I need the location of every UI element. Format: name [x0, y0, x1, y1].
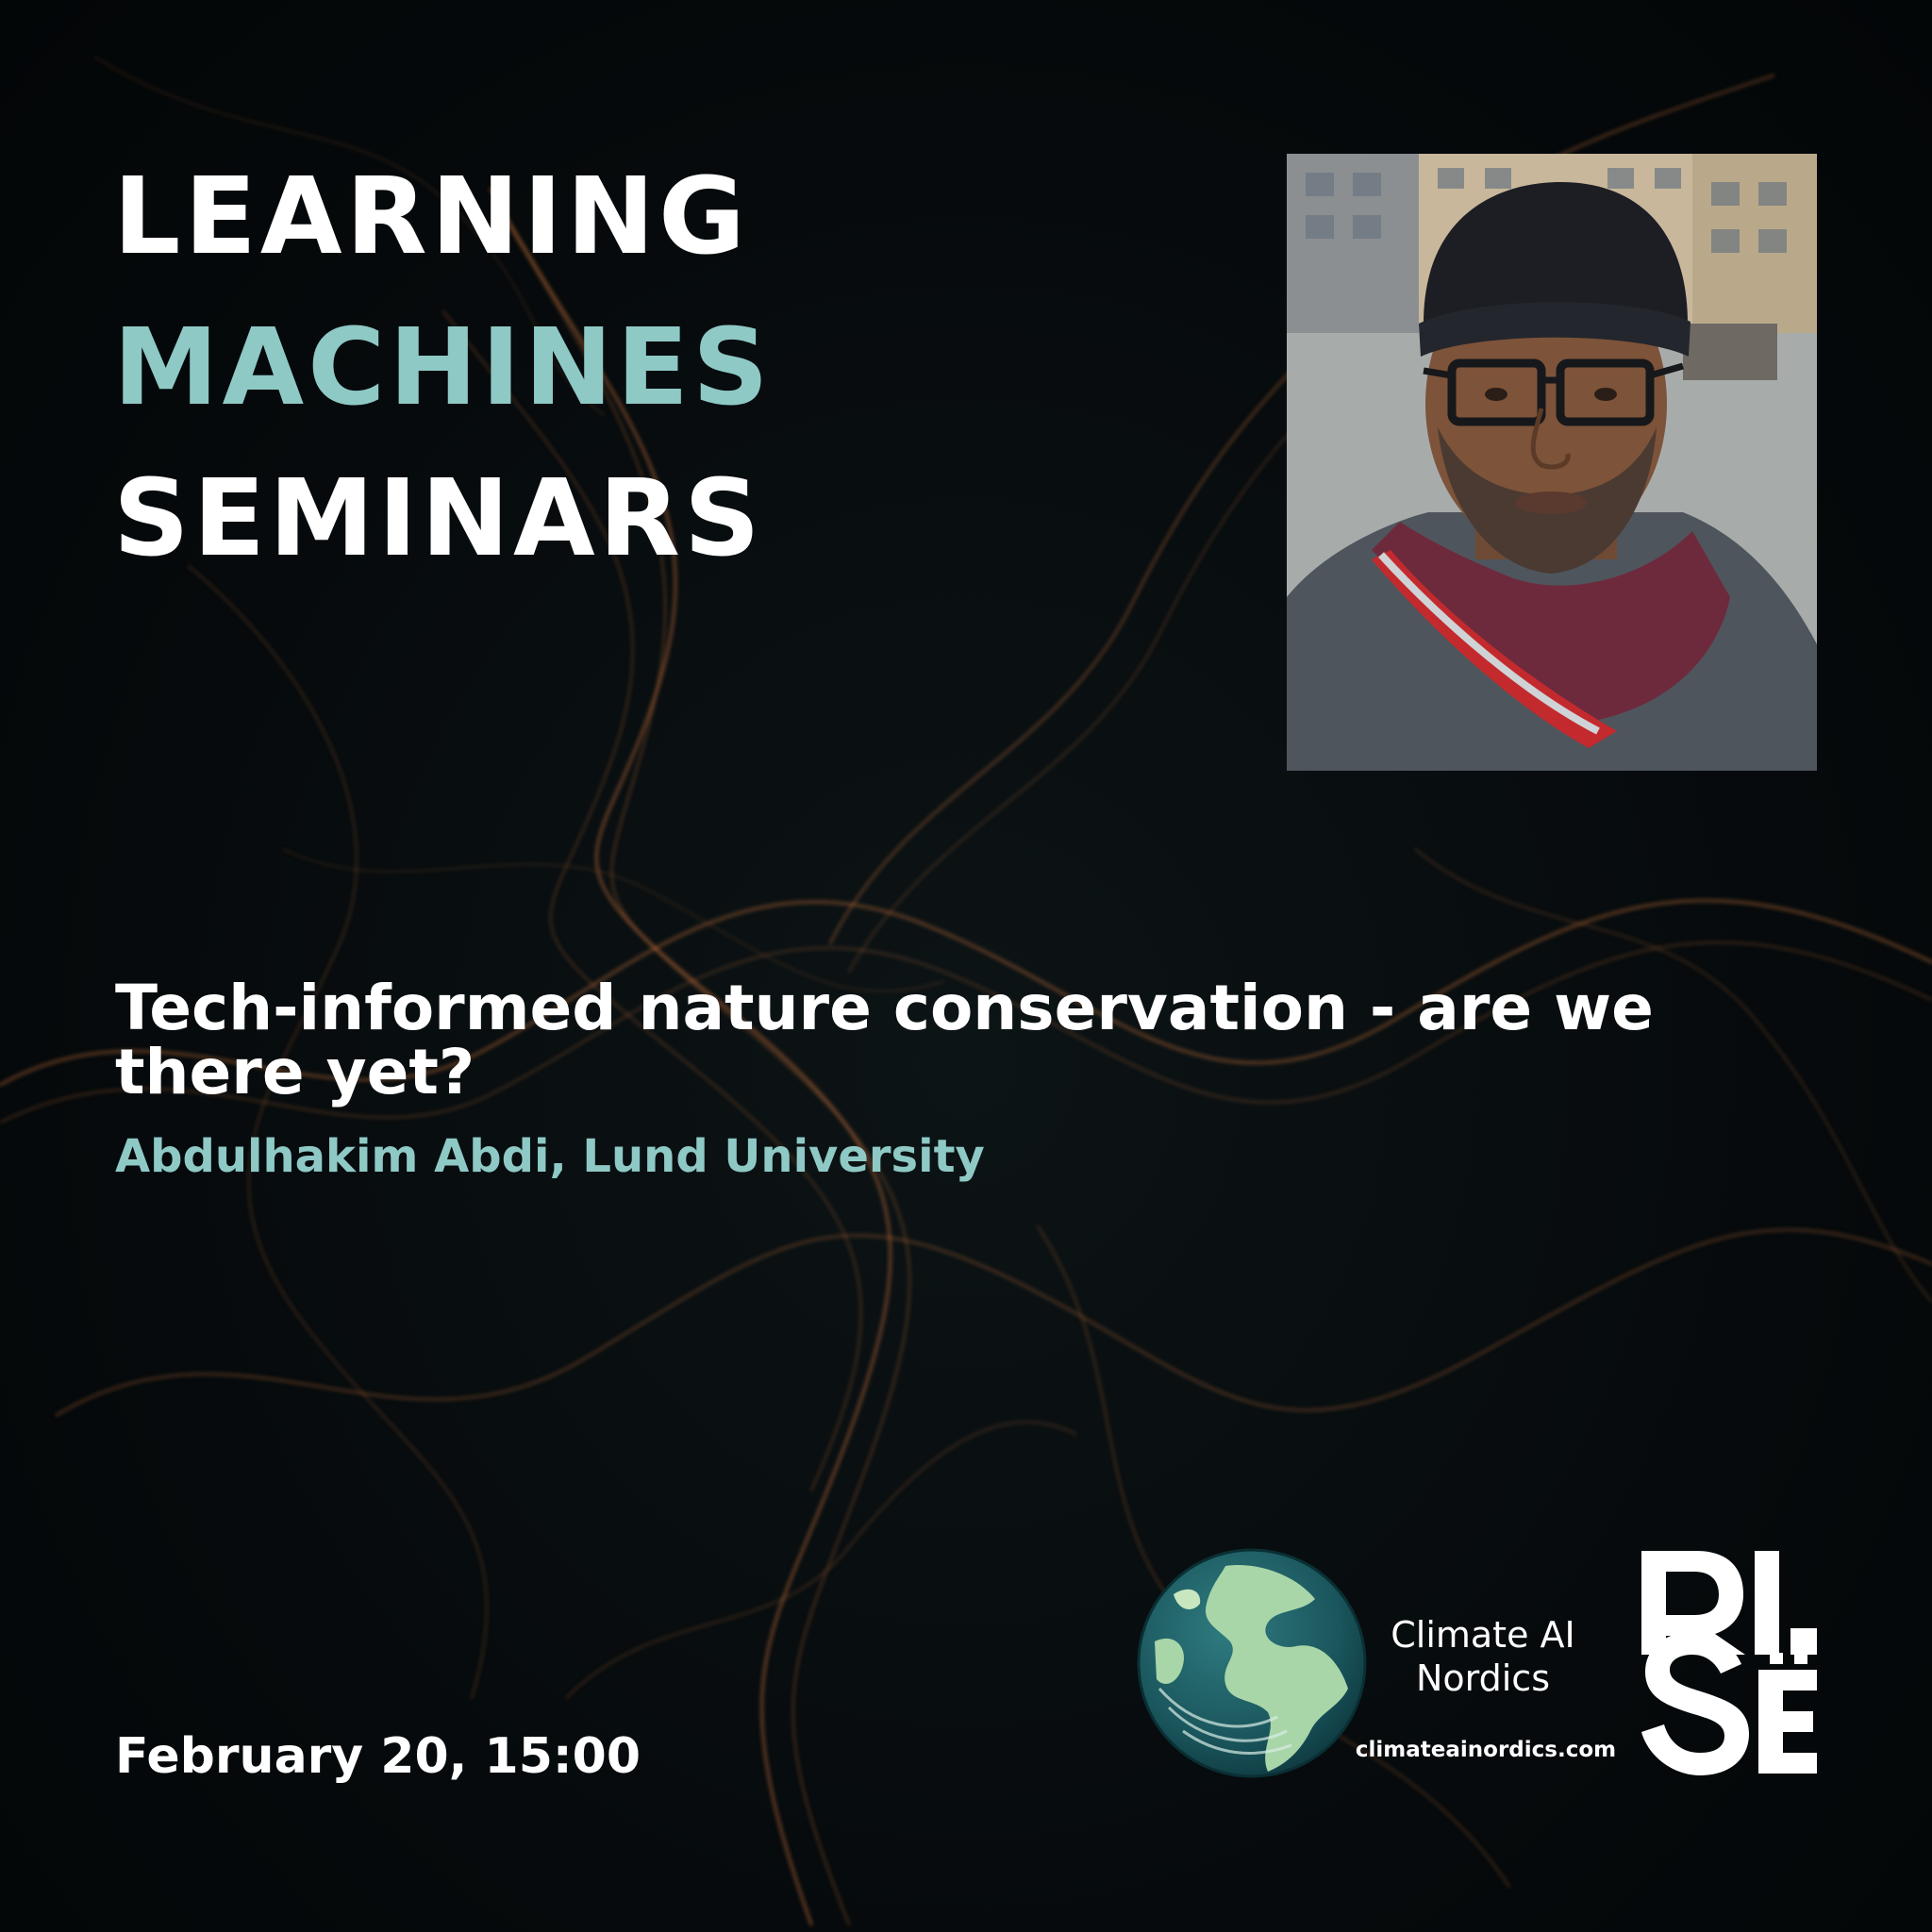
event-date-time: February 20, 15:00: [115, 1728, 641, 1785]
speaker-portrait-illustration: [1287, 154, 1817, 771]
climate-ai-name-line2: Nordics: [1416, 1657, 1550, 1699]
title-line-machines: MACHINES: [113, 307, 773, 429]
climate-ai-name-line1: Climate AI: [1391, 1614, 1575, 1656]
climate-ai-nordics-name: [1379, 1613, 1587, 1700]
speaker-name: Abdulhakim Abdi, Lund University: [115, 1130, 985, 1183]
speaker-photo: [1287, 154, 1817, 771]
rise-logo: [1638, 1547, 1819, 1777]
seminar-series-title: [113, 142, 773, 594]
climate-ai-nordics-globe-logo: [1136, 1547, 1368, 1779]
climate-ai-nordics-url: climateainordics.com: [1355, 1738, 1617, 1762]
talk-title: Tech-informed nature conservation - are we there yet?: [115, 972, 1654, 1108]
title-line-seminars: SEMINARS: [113, 458, 764, 580]
title-line-learning: LEARNING: [113, 156, 749, 278]
